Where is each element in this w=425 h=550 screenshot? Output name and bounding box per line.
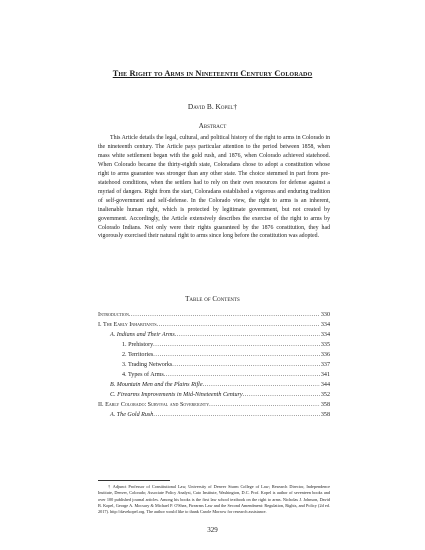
toc-page-number: 358 <box>320 412 330 418</box>
toc-page-number: 335 <box>320 342 330 348</box>
toc-leader-dots <box>203 380 320 390</box>
page-number: 329 <box>207 526 218 534</box>
toc-row[interactable] <box>98 400 330 410</box>
toc-page-number: 344 <box>320 382 330 388</box>
toc-row[interactable] <box>98 410 330 420</box>
toc-entry-label: I. The Early Inhabitants <box>98 322 157 328</box>
abstract-text: This Article details the legal, cultural, and political history of the right to arms in Colorado in the nineteenth century. The Article pays particular attention to the period between 1858, when mass white settlement began with the gold rush, and 1876, when Colorado achieved statehood. When Colorado became the thirty-eighth state, Coloradans chose to adopt a constitution whose right to arms guarantee was stronger than any other state. The choice stemmed in part from pre-statehood conditions, when the settlers had to rely on their own resources for defense against a myriad of dangers. Right from the start, Coloradans established a vigorous and enduring tradition of self-government and self-defense. In the Colorado view, the right to arms is an inherent, inalienable human right, which is protected by legitimate government, but not created by government. Accordingly, the Article extensively describes the exercise of the right to arms by Colorado Indians. Not only were their rights guaranteed by the 1876 constitution, they had vigorously exercised their natural right to arms since long before the constitution was adopted. <box>98 135 330 240</box>
toc-entry-label: 3. Trading Networks <box>122 362 173 368</box>
toc-entry-label: A. The Gold Rush <box>110 412 154 418</box>
author-name: David B. Kopel† <box>187 102 238 111</box>
toc-entry-label: Introduction <box>98 312 129 318</box>
toc-leader-dots <box>164 370 320 380</box>
toc-entry-label: 2. Territories <box>122 352 154 358</box>
toc-entry-label: 4. Types of Arms <box>122 372 164 378</box>
toc-row[interactable] <box>98 390 330 400</box>
toc-page-number: 337 <box>320 362 330 368</box>
abstract-heading: Abstract <box>198 122 227 130</box>
toc-leader-dots <box>172 360 320 370</box>
toc-leader-dots <box>153 410 320 420</box>
toc-entry-label: II. Early Colorado: Survival and Sovereignty <box>98 402 210 408</box>
toc-entry-label: B. Mountain Men and the Plains Rifle <box>110 382 203 388</box>
toc-row[interactable] <box>98 310 330 320</box>
toc-leader-dots <box>153 350 320 360</box>
toc-page-number: 334 <box>320 332 330 338</box>
toc-leader-dots <box>157 320 320 330</box>
toc-leader-dots <box>129 310 320 320</box>
footnote-divider <box>98 480 170 481</box>
toc-page-number: 336 <box>320 352 330 358</box>
toc-row[interactable] <box>98 320 330 330</box>
author-footnote: † Adjunct Professor of Constitutional Law, University of Denver Sturm College of Law; Research Director, Independence Institute, Denver, Colorado; Associate Policy Analyst, Cato Institute, Washington, D.C. Prof. Kopel is author of seventeen books and over 100 published journal articles. Among his books is the first law school textbook on the right to arms. Nicholas J. Johnson, David B. Kopel, George A. Mocsary & Michael P. O'Shea, Firearms Law and the Second Amendment: Regulation, Rights, and Policy (2d ed. 2017). http://davekopel.org. The author would like to thank Carole Morrow for research assistance. <box>98 484 330 515</box>
table-of-contents <box>98 310 330 420</box>
toc-page-number: 334 <box>320 322 330 328</box>
toc-row[interactable] <box>98 360 330 370</box>
toc-page-number: 358 <box>320 402 330 408</box>
toc-entry-label: A. Indians and Their Arms <box>110 332 175 338</box>
toc-row[interactable] <box>98 340 330 350</box>
toc-row[interactable] <box>98 330 330 340</box>
toc-row[interactable] <box>98 370 330 380</box>
toc-page-number: 330 <box>320 312 330 318</box>
article-title: The Right to Arms in Nineteenth Century Colorado <box>112 69 313 78</box>
toc-page-number: 352 <box>320 392 330 398</box>
toc-row[interactable] <box>98 380 330 390</box>
toc-row[interactable] <box>98 350 330 360</box>
toc-leader-dots <box>209 400 320 410</box>
toc-heading: Table of Contents <box>185 295 240 303</box>
toc-leader-dots <box>153 340 320 350</box>
toc-leader-dots <box>175 330 320 340</box>
toc-page-number: 341 <box>320 372 330 378</box>
toc-entry-label: C. Firearms Improvements in Mid-Nineteenth Century <box>110 392 243 398</box>
toc-entry-label: 1. Prehistory <box>122 342 154 348</box>
toc-leader-dots <box>243 390 320 400</box>
